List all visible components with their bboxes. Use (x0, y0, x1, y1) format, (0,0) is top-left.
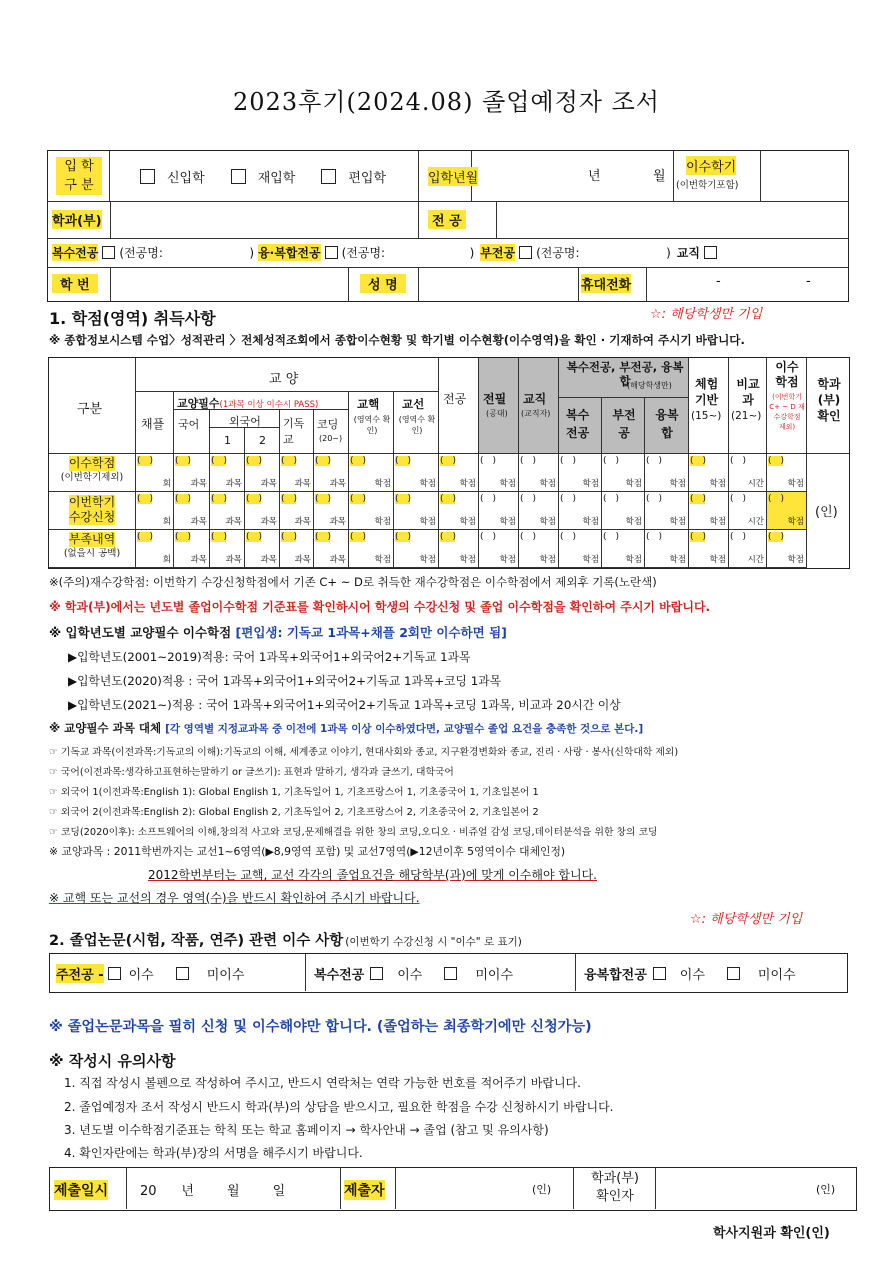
credit-cell[interactable] (349, 492, 394, 530)
credit-value-paren: ( ) (480, 456, 496, 466)
elective-header: 교선 (402, 397, 425, 411)
unit-label: 과목 (260, 517, 277, 527)
double-major-header: 복수전공 (566, 408, 590, 440)
foreign2-header: 2 (259, 434, 266, 447)
credit-cell[interactable] (439, 454, 479, 492)
credit-cell[interactable] (349, 530, 394, 568)
teaching-checkbox[interactable] (704, 246, 717, 259)
coding-sub: (20~) (319, 434, 343, 443)
re-admission-checkbox[interactable] (231, 169, 246, 184)
major-header: 전공 (443, 392, 467, 406)
note-substitute-rule: [각 영역별 지정교과목 중 이전에 1과목 이상 이수하였다면, 교양필수 졸업 요건을 충족한 것으로 본다.] (165, 723, 644, 735)
section3-title: ※ 작성시 유의사항 (49, 1052, 176, 1070)
unit-label: 학점 (787, 479, 804, 489)
row-label-cell (49, 492, 136, 530)
credit-cell[interactable] (645, 530, 689, 568)
new-admission-label: 신입학 (167, 171, 205, 186)
double-major-name-label: (전공명: (119, 246, 163, 260)
credit-cell[interactable] (280, 492, 314, 530)
unit-label: 학점 (625, 479, 642, 489)
credit-cell[interactable] (559, 454, 602, 492)
credit-cell[interactable] (394, 492, 439, 530)
submit-date-input[interactable]: 20 년 월 일 (140, 1184, 286, 1199)
credit-value-paren: ( ) (730, 494, 746, 504)
row-label-cell (49, 530, 136, 568)
page-title: 2023후기(2024.08) 졸업예정자 조서 (233, 88, 660, 116)
submit-date-label: 제출일시 (54, 1180, 108, 1200)
unit-label: 학점 (582, 555, 599, 565)
credit-cell[interactable] (689, 492, 729, 530)
sub-korean: ☞ 국어(이전과목:생각하고표현하는말하기 or 글쓰기): 표현과 말하기, 생각과 글쓰기, 대학국어 (49, 767, 454, 778)
minor-checkbox[interactable] (519, 246, 532, 259)
re-admission-label: 재입학 (257, 171, 296, 186)
office-confirm: 학사지원과 확인(인) (713, 1226, 830, 1241)
unit-label: 과목 (225, 555, 242, 565)
unit-label: 과목 (329, 517, 346, 527)
unit-label: 학점 (419, 555, 436, 565)
credit-value-paren: ( ) (603, 532, 619, 542)
sub-coding: ☞ 코딩(2020이후): 소프트웨어의 이해,창의적 사고와 코딩,문제해결을 위한 창의 코딩,오디오 · 비쥬얼 감성 코딩,데이터분석을 위한 창의 코딩 (49, 827, 658, 838)
credit-value-paren: ( ) (440, 532, 456, 542)
credit-value-paren: ( ) (480, 494, 496, 504)
unit-label: 시간 (747, 479, 764, 489)
note-check-credits: ※ 학과(부)에서는 년도별 졸업이수학점 기준표를 확인하시어 학생의 수강신청 및 졸업 이수학점을 확인하여 주시기 바랍니다. (49, 600, 711, 614)
multi-sub: (해당학생만) (627, 381, 672, 390)
admission-type-label: 입 학 구 분 (56, 157, 102, 195)
unit-label: 회 (162, 517, 171, 527)
unit-label: 회 (162, 555, 171, 565)
note-retake: ※(주의)재수강학점: 이번학기 수강신청학점에서 기존 C+ ~ D로 취득한 재수강학점은 이수학점에서 제외후 기록(노란색) (49, 575, 657, 589)
unit-label: 학점 (374, 555, 391, 565)
teaching-label: 교직 (676, 246, 700, 260)
note-transfer: [편입생: 기독교 1과목+채플 2회만 이수하면 됨] (235, 625, 507, 640)
credit-cell[interactable] (519, 492, 559, 530)
unit-label: 학점 (787, 555, 804, 565)
credit-value-paren: ( ) (395, 532, 411, 542)
experience-header: 체험기반 (695, 377, 719, 407)
unit-label: 학점 (419, 517, 436, 527)
credit-value-paren: ( ) (246, 532, 262, 542)
major-required-header: 전필 (483, 392, 507, 406)
credit-cell[interactable] (314, 492, 349, 530)
credit-value-paren: ( ) (175, 494, 191, 504)
credit-cell[interactable] (314, 530, 349, 568)
admission-year-input[interactable] (478, 155, 678, 197)
credit-cell[interactable] (136, 530, 174, 568)
thesis-table (49, 953, 848, 993)
confirm-header: 학과(부)확인 (817, 377, 841, 423)
thesis-main-notdone-checkbox[interactable] (176, 967, 189, 980)
note-substitute-heading: ※ 교양필수 과목 대체 (49, 721, 166, 735)
credit-value-paren: ( ) (646, 532, 662, 542)
sub-foreign2: ☞ 외국어 2(이전과목:English 2): Global English 2, 기초독일어 2, 기초프랑스어 2, 기초중국어 2, 기초일본어 2 (49, 807, 539, 818)
credit-value-paren: ( ) (246, 494, 262, 504)
student-id-input[interactable] (114, 271, 344, 299)
unit-label: 학점 (539, 517, 556, 527)
name-label: 성 명 (360, 274, 406, 293)
note-elective-2012: 2012학번부터는 교핵, 교선 각각의 졸업요건을 해당학부(과)에 맞게 이수해야 합니다. (148, 868, 597, 882)
credit-cell[interactable] (174, 492, 210, 530)
note-area-check: ※ 교핵 또는 교선의 경우 영역(수)을 반드시 확인하여 주시기 바랍니다. (49, 891, 420, 905)
credit-value-paren: ( ) (137, 494, 153, 504)
caution-3: 3. 년도별 이수학점기준표는 학칙 또는 학교 홈페이지 → 학사안내 → 졸업 (참고 및 유의사항) (64, 1123, 549, 1137)
sub-foreign1: ☞ 외국어 1(이전과목:English 1): Global English 1, 기초독일어 1, 기초프랑스어 1, 기초중국어 1, 기초일본어 1 (49, 787, 539, 798)
coding-header: 코딩 (317, 418, 339, 431)
minor-label: 부전공 (480, 246, 516, 260)
foreign1-header: 1 (224, 434, 231, 447)
credit-cell[interactable] (280, 530, 314, 568)
fusion-header: 융복합 (655, 408, 679, 440)
unit-label: 학점 (539, 555, 556, 565)
row-label: 이번학기 수강신청 (68, 495, 116, 524)
credit-cell[interactable] (439, 492, 479, 530)
section1-instruction: ※ 종합정보시스템 수업〉성적관리 〉전체성적조회에서 종합이수현황 및 학기별 이수현황(이수영역)을 확인 · 기재하여 주시기 바랍니다. (49, 333, 745, 347)
thesis-main-done-label: 이수 (128, 968, 154, 983)
caution-2: 2. 졸업예정자 조서 작성시 반드시 학과(부)의 상담을 받으시고, 필요한 학점을 수강 신청하시기 바랍니다. (64, 1100, 614, 1114)
unit-label: 학점 (582, 479, 599, 489)
row-label: 이수학점 (68, 456, 116, 470)
unit-label: 학점 (499, 479, 516, 489)
required-sub: (1과목 이상 이수시 PASS) (219, 400, 319, 410)
unit-label: 시간 (747, 517, 764, 527)
unit-label: 학점 (625, 555, 642, 565)
confirmer-label: 학과(부) 확인자 (591, 1171, 639, 1204)
credit-value-paren: ( ) (768, 532, 784, 542)
credit-value-paren: ( ) (730, 456, 746, 466)
credit-value-paren: ( ) (768, 494, 784, 504)
thesis-main-done-checkbox[interactable] (108, 967, 121, 980)
credit-cell[interactable] (245, 530, 280, 568)
credit-value-paren: ( ) (281, 532, 297, 542)
credit-value-paren: ( ) (350, 494, 366, 504)
section1-hand-note: ☆: 해당학생만 기입 (650, 307, 763, 322)
unit-label: 학점 (669, 555, 686, 565)
dept-input[interactable] (114, 206, 414, 236)
section2-sub: (이번학기 수강신청 시 "이수" 로 표기) (345, 936, 522, 948)
thesis-double-done-label: 이수 (397, 968, 423, 983)
credit-value-paren: ( ) (175, 532, 191, 542)
minor-header: 부전공 (612, 408, 636, 440)
credit-cell[interactable] (136, 454, 174, 492)
note-required-heading: ※ 입학년도별 교양필수 이수학점 (49, 625, 236, 640)
credit-cell[interactable] (394, 530, 439, 568)
unit-label: 학점 (669, 479, 686, 489)
row-label: 부족내역 (68, 532, 116, 546)
credit-value-paren: ( ) (520, 494, 536, 504)
credit-cell[interactable] (280, 454, 314, 492)
credit-value-paren: ( ) (137, 532, 153, 542)
fusion-major-checkbox[interactable] (325, 246, 338, 259)
transfer-admission-checkbox[interactable] (321, 169, 336, 184)
double-major-checkbox[interactable] (102, 246, 115, 259)
credit-value-paren: ( ) (395, 494, 411, 504)
teaching-sub: (교직자) (521, 409, 551, 418)
credit-cell[interactable] (645, 492, 689, 530)
gyoyang-header: 교 양 (269, 372, 299, 387)
credit-cell[interactable] (729, 492, 767, 530)
semester-sub: (이번학기포함) (676, 180, 739, 191)
credit-value-paren: ( ) (175, 456, 191, 466)
credit-value-paren: ( ) (520, 532, 536, 542)
thesis-fusion-label: 융복합전공 (584, 968, 647, 983)
unit-label: 과목 (190, 517, 207, 527)
minor-name-label: (전공명: (536, 246, 580, 260)
info-table: 입 학 구 분 신입학 재입학 편입학 입학년월 년 월 이수학기 (이번학기포함) 학과(부) 전 공 복수전공 (전공명: ) 융·복합전공 (전공명: ) 부전공 (전공명: ) 교직 학 번 성 명 휴대전화 - - (47, 150, 849, 302)
credit-value-paren: ( ) (211, 494, 227, 504)
credit-cell[interactable] (689, 454, 729, 492)
year-unit: 년 (588, 169, 601, 184)
credit-value-paren: ( ) (395, 456, 411, 466)
christian-header: 기독교 (283, 417, 305, 446)
unit-label: 과목 (294, 517, 311, 527)
credit-cell[interactable] (519, 530, 559, 568)
credit-value-paren: ( ) (646, 456, 662, 466)
credit-value-paren: ( ) (350, 456, 366, 466)
credit-cell[interactable] (210, 454, 245, 492)
semester-input[interactable] (764, 155, 844, 197)
credit-value-paren: ( ) (768, 456, 784, 466)
unit-label: 학점 (625, 517, 642, 527)
credit-cell[interactable] (559, 492, 602, 530)
section1-title: 1. 학점(영역) 취득사항 (49, 309, 216, 328)
credit-cell[interactable] (245, 454, 280, 492)
phone-dash: - (806, 274, 811, 289)
credit-cell[interactable] (729, 530, 767, 568)
credit-value-paren: ( ) (246, 456, 262, 466)
confirmer-seal[interactable]: (인) (816, 1183, 836, 1196)
credit-value-paren: ( ) (281, 456, 297, 466)
credit-value-paren: ( ) (315, 532, 331, 542)
thesis-double-notdone-label: 미이수 (475, 968, 514, 983)
credit-cell[interactable] (645, 454, 689, 492)
credits-table (48, 357, 850, 569)
semester-label: 이수학기 (686, 156, 736, 175)
credit-cell[interactable] (210, 492, 245, 530)
unit-label: 과목 (190, 479, 207, 489)
credit-cell[interactable] (767, 492, 807, 530)
admission-year-label: 입학년월 (428, 167, 478, 186)
submit-table (49, 1167, 857, 1211)
unit-label: 학점 (459, 555, 476, 565)
thesis-double-done-checkbox[interactable] (370, 967, 383, 980)
credit-cell[interactable] (394, 454, 439, 492)
unit-label: 학점 (709, 517, 726, 527)
credit-cell[interactable] (314, 454, 349, 492)
note-elective-2011: ※ 교양과목 : 2011학번까지는 교선1~6영역(▶8,9영역 포함) 및 교선7영역(▶12년이후 5영역이수 대체인정) (49, 845, 566, 858)
major-input[interactable] (500, 206, 840, 236)
credit-cell[interactable] (479, 530, 519, 568)
credit-cell[interactable] (729, 454, 767, 492)
credit-value-paren: ( ) (350, 532, 366, 542)
unit-label: 학점 (499, 555, 516, 565)
caution-1: 1. 직접 작성시 볼펜으로 작성하여 주시고, 반드시 연락처는 연락 가능한 번호를 적어주기 바랍니다. (64, 1076, 581, 1090)
credit-value-paren: ( ) (480, 532, 496, 542)
unit-label: 학점 (459, 479, 476, 489)
credit-value-paren: ( ) (440, 494, 456, 504)
transfer-admission-label: 편입학 (348, 171, 387, 186)
thesis-fusion-done-checkbox[interactable] (653, 967, 666, 980)
year-rule-1: ▶입학년도(2001~2019)적용: 국어 1과목+외국어1+외국어2+기독교 1과목 (68, 650, 471, 664)
credit-cell[interactable] (174, 454, 210, 492)
unit-label: 학점 (374, 517, 391, 527)
credit-cell[interactable] (349, 454, 394, 492)
submitter-label: 제출자 (344, 1180, 385, 1200)
dept-label: 학과(부) (52, 210, 102, 229)
credit-value-paren: ( ) (211, 532, 227, 542)
thesis-main-notdone-label: 미이수 (206, 968, 245, 983)
credit-cell[interactable] (439, 530, 479, 568)
major-required-sub: (공대) (486, 409, 508, 418)
unit-label: 학점 (669, 517, 686, 527)
unit-label: 과목 (329, 555, 346, 565)
credit-cell[interactable] (519, 454, 559, 492)
core-sub: (영역수 확인) (353, 415, 391, 435)
credit-value-paren: ( ) (730, 532, 746, 542)
unit-label: 과목 (225, 517, 242, 527)
credit-cell[interactable] (136, 492, 174, 530)
nonsubject-header: 비교과 (736, 377, 760, 407)
credit-value-paren: ( ) (690, 456, 706, 466)
thesis-double-notdone-checkbox[interactable] (444, 967, 457, 980)
credit-value-paren: ( ) (520, 456, 536, 466)
unit-label: 학점 (374, 479, 391, 489)
phone-dash: - (716, 274, 721, 289)
year-rule-3: ▶입학년도(2021~)적용 : 국어 1과목+외국어1+외국어2+기독교 1과목+코딩 1과목, 비교과 20시간 이상 (68, 698, 621, 712)
unit-label: 과목 (294, 555, 311, 565)
required-header: 교양필수 (177, 397, 220, 410)
major-label: 전 공 (428, 210, 466, 229)
foreign-header: 외국어 (229, 415, 261, 428)
unit-label: 학점 (709, 555, 726, 565)
student-id-label: 학 번 (52, 274, 98, 293)
credit-cell[interactable] (602, 492, 645, 530)
section2-hand-note: ☆: 해당학생만 기입 (690, 912, 803, 927)
new-admission-checkbox[interactable] (140, 169, 155, 184)
year-rule-2: ▶입학년도(2020)적용 : 국어 1과목+외국어1+외국어2+기독교 1과목+코딩 1과목 (68, 674, 501, 688)
phone-input[interactable] (650, 271, 845, 299)
fusion-major-name-label: (전공명: (341, 246, 386, 260)
submitter-seal[interactable]: (인) (532, 1183, 552, 1196)
credit-cell[interactable] (174, 530, 210, 568)
unit-label: 학점 (787, 517, 804, 527)
row-sublabel: (없을시 공백) (63, 548, 121, 559)
thesis-main-label: 주전공 - (56, 964, 104, 983)
multi-header: 복수전공, 부전공, 융복합 (566, 360, 684, 388)
credit-value-paren: ( ) (560, 456, 576, 466)
elective-sub: (영역수 확인) (398, 415, 436, 435)
credit-value-paren: ( ) (440, 456, 456, 466)
teaching-header: 교직 (523, 392, 547, 406)
core-header: 교핵 (357, 397, 380, 411)
thesis-warning: ※ 졸업논문과목을 필히 신청 및 이수해야만 합니다. (졸업하는 최종학기에만 신청가능) (49, 1019, 592, 1035)
credit-cell[interactable] (767, 454, 807, 492)
unit-label: 과목 (225, 479, 242, 489)
row-label-cell (49, 454, 136, 492)
nonsubject-sub: (21~) (731, 410, 762, 422)
credit-value-paren: ( ) (137, 456, 153, 466)
credit-value-paren: ( ) (211, 456, 227, 466)
credit-value-paren: ( ) (603, 494, 619, 504)
section2-title: 2. 졸업논문(시험, 작품, 연주) 관련 이수 사항 (49, 933, 344, 949)
credit-cell[interactable] (689, 530, 729, 568)
double-major-label: 복수전공 (52, 246, 99, 260)
unit-label: 시간 (747, 555, 764, 565)
credit-value-paren: ( ) (603, 456, 619, 466)
credit-value-paren: ( ) (560, 494, 576, 504)
phone-label: 휴대전화 (581, 274, 631, 293)
chapel-header: 채플 (141, 417, 165, 431)
caution-4: 4. 확인자란에는 학과(부)장의 서명을 해주시기 바랍니다. (64, 1146, 363, 1160)
credit-cell[interactable] (210, 530, 245, 568)
name-input[interactable] (422, 271, 572, 299)
credit-cell[interactable] (767, 530, 807, 568)
thesis-fusion-notdone-checkbox[interactable] (727, 967, 740, 980)
credit-value-paren: ( ) (315, 456, 331, 466)
unit-label: 과목 (329, 479, 346, 489)
unit-label: 과목 (190, 555, 207, 565)
credit-cell[interactable] (479, 492, 519, 530)
unit-label: 학점 (499, 517, 516, 527)
unit-label: 회 (162, 479, 171, 489)
unit-label: 과목 (294, 479, 311, 489)
month-unit: 월 (653, 169, 666, 184)
credit-value-paren: ( ) (690, 494, 706, 504)
experience-sub: (15~) (691, 410, 722, 422)
unit-label: 학점 (709, 479, 726, 489)
row-sublabel: (이번학기제외) (60, 472, 124, 483)
sub-christian: ☞ 기독교 과목(이전과목:기독교의 이해):기독교의 이해, 세계종교 이야기, 현대사회와 종교, 지구환경변화와 종교, 진리 · 사랑 · 봉사(신학대학 제외) (49, 747, 679, 758)
thesis-double-label: 복수전공 (314, 968, 365, 983)
credit-cell[interactable] (479, 454, 519, 492)
thesis-fusion-done-label: 이수 (679, 968, 705, 983)
unit-label: 학점 (459, 517, 476, 527)
unit-label: 학점 (582, 517, 599, 527)
unit-label: 과목 (260, 479, 277, 489)
credit-value-paren: ( ) (281, 494, 297, 504)
credit-value-paren: ( ) (560, 532, 576, 542)
unit-label: 과목 (260, 555, 277, 565)
credit-cell[interactable] (245, 492, 280, 530)
credit-cell[interactable] (602, 454, 645, 492)
credits-header: 이수학점 (775, 360, 799, 389)
fusion-major-label: 융·복합전공 (258, 246, 321, 260)
credit-value-paren: ( ) (690, 532, 706, 542)
credit-value-paren: ( ) (315, 494, 331, 504)
confirm-seal[interactable]: (인) (815, 505, 838, 520)
col-group-label: 구분 (77, 402, 103, 417)
thesis-fusion-notdone-label: 미이수 (757, 968, 796, 983)
credits-sub: (이번학기 C+ ~ D 재수강학점 제외) (769, 393, 805, 431)
korean-header: 국어 (178, 418, 200, 431)
unit-label: 학점 (419, 479, 436, 489)
credit-value-paren: ( ) (646, 494, 662, 504)
credit-cell[interactable] (559, 530, 602, 568)
credit-cell[interactable] (602, 530, 645, 568)
unit-label: 학점 (539, 479, 556, 489)
